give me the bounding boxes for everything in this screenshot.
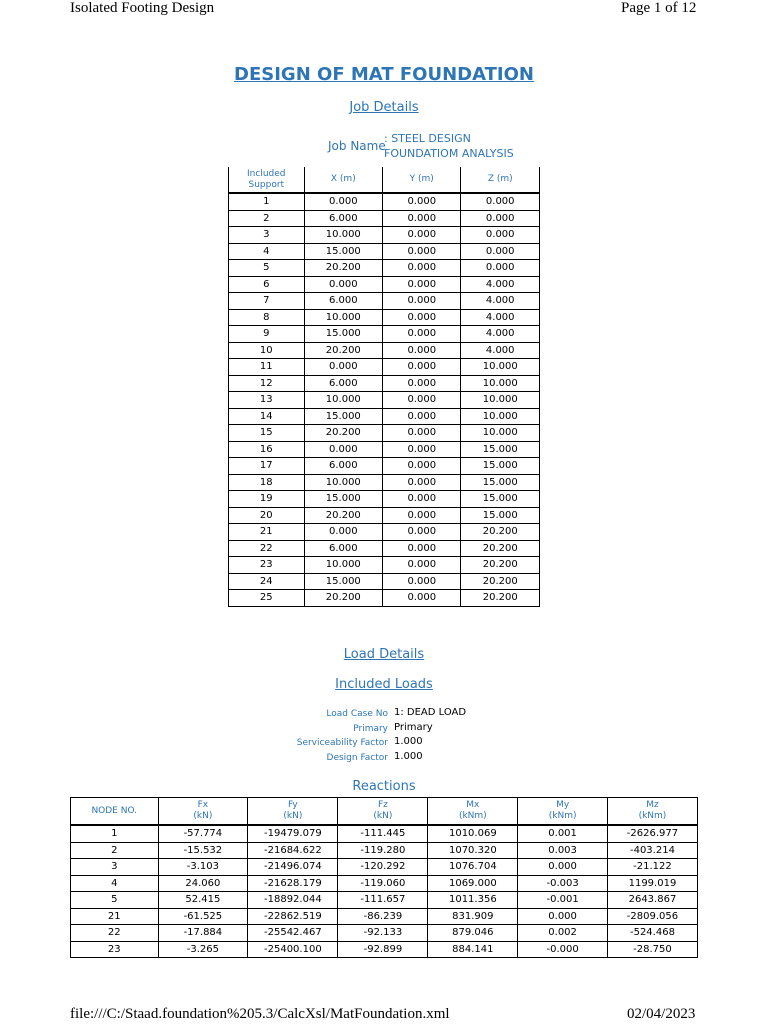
reaction-fz: -92.133 (338, 925, 428, 942)
support-x: 20.200 (304, 507, 382, 524)
reaction-mz: -403.214 (607, 842, 697, 859)
reaction-fx: -61.525 (158, 908, 248, 925)
support-x: 10.000 (304, 474, 382, 491)
table-row (229, 557, 540, 574)
reaction-fx: -17.884 (158, 925, 248, 942)
table-row (229, 441, 540, 458)
table-row (71, 859, 698, 876)
reaction-mz: -21.122 (607, 859, 697, 876)
support-z: 4.000 (461, 276, 540, 293)
support-index: 10 (229, 342, 305, 359)
table-row (229, 193, 540, 210)
support-y: 0.000 (383, 210, 461, 227)
support-z: 15.000 (461, 441, 540, 458)
support-x: 10.000 (304, 227, 382, 244)
support-index: 3 (229, 227, 305, 244)
reaction-mz: -2626.977 (607, 825, 697, 842)
reaction-fz: -119.060 (338, 875, 428, 892)
reaction-mx: 879.046 (428, 925, 518, 942)
support-index: 12 (229, 375, 305, 392)
support-index: 19 (229, 491, 305, 508)
support-x: 6.000 (304, 458, 382, 475)
reaction-mx: 1011.356 (428, 892, 518, 909)
reactions-header-node-no: NODE NO. (71, 798, 159, 826)
table-row (229, 309, 540, 326)
support-x: 0.000 (304, 524, 382, 541)
support-x: 0.000 (304, 276, 382, 293)
support-z: 10.000 (461, 425, 540, 442)
table-row (229, 524, 540, 541)
reactions-header-mz: Mz (kNm) (607, 798, 697, 826)
reaction-fy: -22862.519 (248, 908, 338, 925)
table-row (71, 875, 698, 892)
reaction-fy: -18892.044 (248, 892, 338, 909)
support-index: 16 (229, 441, 305, 458)
support-x: 10.000 (304, 392, 382, 409)
reaction-my: 0.003 (518, 842, 608, 859)
support-x: 20.200 (304, 342, 382, 359)
supports-table (228, 167, 540, 607)
support-z: 0.000 (461, 260, 540, 277)
load-details-heading: Load Details (343, 647, 425, 662)
reaction-fx: 52.415 (158, 892, 248, 909)
table-row (229, 573, 540, 590)
support-y: 0.000 (383, 474, 461, 491)
table-row (229, 276, 540, 293)
support-y: 0.000 (383, 557, 461, 574)
reactions-header-fx: Fx (kN) (158, 798, 248, 826)
print-date: 02/04/2023 (627, 1006, 696, 1022)
table-row (229, 293, 540, 310)
support-y: 0.000 (383, 441, 461, 458)
reaction-node-no: 22 (71, 925, 159, 942)
design-factor-label: Design Factor (326, 753, 388, 763)
reaction-mx: 884.141 (428, 941, 518, 958)
load-case-value: 1: DEAD LOAD (394, 707, 467, 718)
reaction-fy: -21684.622 (248, 842, 338, 859)
support-index: 22 (229, 540, 305, 557)
reaction-fx: -3.103 (158, 859, 248, 876)
reaction-fz: -119.280 (338, 842, 428, 859)
support-y: 0.000 (383, 293, 461, 310)
table-row (71, 925, 698, 942)
reaction-fy: -25400.100 (248, 941, 338, 958)
primary-label: Primary (353, 724, 388, 734)
support-y: 0.000 (383, 573, 461, 590)
reaction-my: -0.003 (518, 875, 608, 892)
reaction-fz: -120.292 (338, 859, 428, 876)
support-x: 20.200 (304, 260, 382, 277)
support-z: 4.000 (461, 293, 540, 310)
support-index: 24 (229, 573, 305, 590)
support-y: 0.000 (383, 309, 461, 326)
support-x: 20.200 (304, 425, 382, 442)
table-row (229, 227, 540, 244)
document-title: DESIGN OF MAT FOUNDATION (234, 64, 534, 85)
supports-header-index: Included Support (229, 167, 305, 193)
support-y: 0.000 (383, 590, 461, 607)
support-z: 20.200 (461, 573, 540, 590)
support-x: 20.200 (304, 590, 382, 607)
support-y: 0.000 (383, 540, 461, 557)
support-z: 20.200 (461, 524, 540, 541)
support-y: 0.000 (383, 193, 461, 210)
serviceability-factor-label: Serviceability Factor (296, 738, 388, 748)
support-x: 15.000 (304, 573, 382, 590)
support-z: 15.000 (461, 474, 540, 491)
reaction-fz: -111.445 (338, 825, 428, 842)
reactions-heading: Reactions (352, 779, 416, 794)
support-index: 23 (229, 557, 305, 574)
reactions-header-fz: Fz (kN) (338, 798, 428, 826)
reaction-node-no: 23 (71, 941, 159, 958)
support-z: 20.200 (461, 557, 540, 574)
table-row (229, 474, 540, 491)
support-y: 0.000 (383, 227, 461, 244)
reaction-mz: 2643.867 (607, 892, 697, 909)
support-z: 15.000 (461, 507, 540, 524)
supports-header-x: X (m) (304, 167, 382, 193)
table-row (229, 375, 540, 392)
reaction-fy: -19479.079 (248, 825, 338, 842)
included-loads-heading: Included Loads (335, 677, 433, 692)
serviceability-factor-row (0, 736, 768, 751)
reaction-my: -0.000 (518, 941, 608, 958)
reaction-mz: 1199.019 (607, 875, 697, 892)
load-case-label: Load Case No (326, 709, 388, 719)
support-z: 10.000 (461, 408, 540, 425)
reaction-fy: -25542.467 (248, 925, 338, 942)
reaction-fx: -3.265 (158, 941, 248, 958)
support-z: 10.000 (461, 375, 540, 392)
support-y: 0.000 (383, 507, 461, 524)
support-y: 0.000 (383, 326, 461, 343)
reaction-fz: -111.657 (338, 892, 428, 909)
reaction-fy: -21496.074 (248, 859, 338, 876)
table-row (71, 941, 698, 958)
reaction-fx: 24.060 (158, 875, 248, 892)
support-x: 15.000 (304, 408, 382, 425)
support-index: 9 (229, 326, 305, 343)
support-z: 0.000 (461, 193, 540, 210)
support-index: 25 (229, 590, 305, 607)
primary-row (0, 722, 768, 737)
reaction-fx: -15.532 (158, 842, 248, 859)
table-row (229, 210, 540, 227)
table-row (229, 260, 540, 277)
support-z: 15.000 (461, 491, 540, 508)
support-y: 0.000 (383, 375, 461, 392)
support-index: 15 (229, 425, 305, 442)
support-z: 0.000 (461, 243, 540, 260)
reaction-node-no: 1 (71, 825, 159, 842)
primary-value: Primary (394, 722, 433, 733)
reaction-fx: -57.774 (158, 825, 248, 842)
support-z: 4.000 (461, 342, 540, 359)
reaction-node-no: 4 (71, 875, 159, 892)
reaction-node-no: 5 (71, 892, 159, 909)
support-y: 0.000 (383, 524, 461, 541)
reaction-fz: -86.239 (338, 908, 428, 925)
support-x: 15.000 (304, 326, 382, 343)
reactions-header-fy: Fy (kN) (248, 798, 338, 826)
reaction-mx: 1076.704 (428, 859, 518, 876)
table-row (229, 408, 540, 425)
design-factor-value: 1.000 (394, 751, 423, 762)
table-row (229, 507, 540, 524)
support-y: 0.000 (383, 243, 461, 260)
table-row (229, 326, 540, 343)
reaction-mx: 1070.320 (428, 842, 518, 859)
reactions-table (70, 797, 698, 958)
support-x: 6.000 (304, 375, 382, 392)
support-x: 6.000 (304, 540, 382, 557)
support-x: 10.000 (304, 309, 382, 326)
reactions-header-mx: Mx (kNm) (428, 798, 518, 826)
reaction-fz: -92.899 (338, 941, 428, 958)
table-row (71, 908, 698, 925)
page-header-title: Isolated Footing Design (70, 0, 215, 16)
support-y: 0.000 (383, 260, 461, 277)
reaction-my: 0.000 (518, 908, 608, 925)
reaction-mx: 1010.069 (428, 825, 518, 842)
serviceability-factor-value: 1.000 (394, 736, 423, 747)
support-y: 0.000 (383, 458, 461, 475)
support-z: 4.000 (461, 326, 540, 343)
support-index: 20 (229, 507, 305, 524)
support-z: 20.200 (461, 590, 540, 607)
reaction-my: -0.001 (518, 892, 608, 909)
job-name-value: : STEEL DESIGN FOUNDATIOM ANALYSIS (384, 132, 514, 160)
support-z: 20.200 (461, 540, 540, 557)
supports-header-z: Z (m) (461, 167, 540, 193)
support-y: 0.000 (383, 425, 461, 442)
table-row (71, 842, 698, 859)
table-row (229, 590, 540, 607)
reaction-my: 0.001 (518, 825, 608, 842)
support-index: 18 (229, 474, 305, 491)
support-z: 10.000 (461, 392, 540, 409)
table-row (229, 491, 540, 508)
table-row (229, 425, 540, 442)
support-index: 5 (229, 260, 305, 277)
support-index: 8 (229, 309, 305, 326)
support-z: 0.000 (461, 227, 540, 244)
support-index: 6 (229, 276, 305, 293)
support-index: 14 (229, 408, 305, 425)
support-y: 0.000 (383, 392, 461, 409)
support-index: 21 (229, 524, 305, 541)
table-row (229, 540, 540, 557)
support-index: 13 (229, 392, 305, 409)
support-z: 15.000 (461, 458, 540, 475)
table-row (71, 892, 698, 909)
supports-header-y: Y (m) (383, 167, 461, 193)
reaction-mx: 831.909 (428, 908, 518, 925)
support-index: 2 (229, 210, 305, 227)
load-case-row (0, 707, 768, 722)
reaction-node-no: 3 (71, 859, 159, 876)
reactions-header-my: My (kNm) (518, 798, 608, 826)
reaction-my: 0.002 (518, 925, 608, 942)
table-row (229, 458, 540, 475)
reaction-fy: -21628.179 (248, 875, 338, 892)
reaction-mz: -28.750 (607, 941, 697, 958)
support-x: 6.000 (304, 210, 382, 227)
support-x: 0.000 (304, 193, 382, 210)
job-details-heading: Job Details (349, 100, 419, 115)
reaction-node-no: 2 (71, 842, 159, 859)
reaction-mz: -2809.056 (607, 908, 697, 925)
table-row (71, 825, 698, 842)
support-index: 7 (229, 293, 305, 310)
support-y: 0.000 (383, 359, 461, 376)
support-x: 15.000 (304, 243, 382, 260)
support-z: 4.000 (461, 309, 540, 326)
support-x: 10.000 (304, 557, 382, 574)
support-y: 0.000 (383, 491, 461, 508)
support-x: 0.000 (304, 359, 382, 376)
support-x: 0.000 (304, 441, 382, 458)
design-factor-row (0, 751, 768, 766)
support-index: 17 (229, 458, 305, 475)
page-number: Page 1 of 12 (621, 0, 697, 16)
support-z: 0.000 (461, 210, 540, 227)
job-name-label: Job Name (328, 139, 386, 153)
support-index: 4 (229, 243, 305, 260)
file-path: file:///C:/Staad.foundation%205.3/CalcXsl/MatFoundation.xml (70, 1006, 450, 1022)
table-row (229, 392, 540, 409)
support-index: 11 (229, 359, 305, 376)
support-index: 1 (229, 193, 305, 210)
reaction-my: 0.000 (518, 859, 608, 876)
support-y: 0.000 (383, 408, 461, 425)
table-row (229, 359, 540, 376)
support-z: 10.000 (461, 359, 540, 376)
support-x: 6.000 (304, 293, 382, 310)
reaction-node-no: 21 (71, 908, 159, 925)
support-y: 0.000 (383, 276, 461, 293)
table-row (229, 342, 540, 359)
support-x: 15.000 (304, 491, 382, 508)
support-y: 0.000 (383, 342, 461, 359)
table-row (229, 243, 540, 260)
reaction-mx: 1069.000 (428, 875, 518, 892)
reaction-mz: -524.468 (607, 925, 697, 942)
